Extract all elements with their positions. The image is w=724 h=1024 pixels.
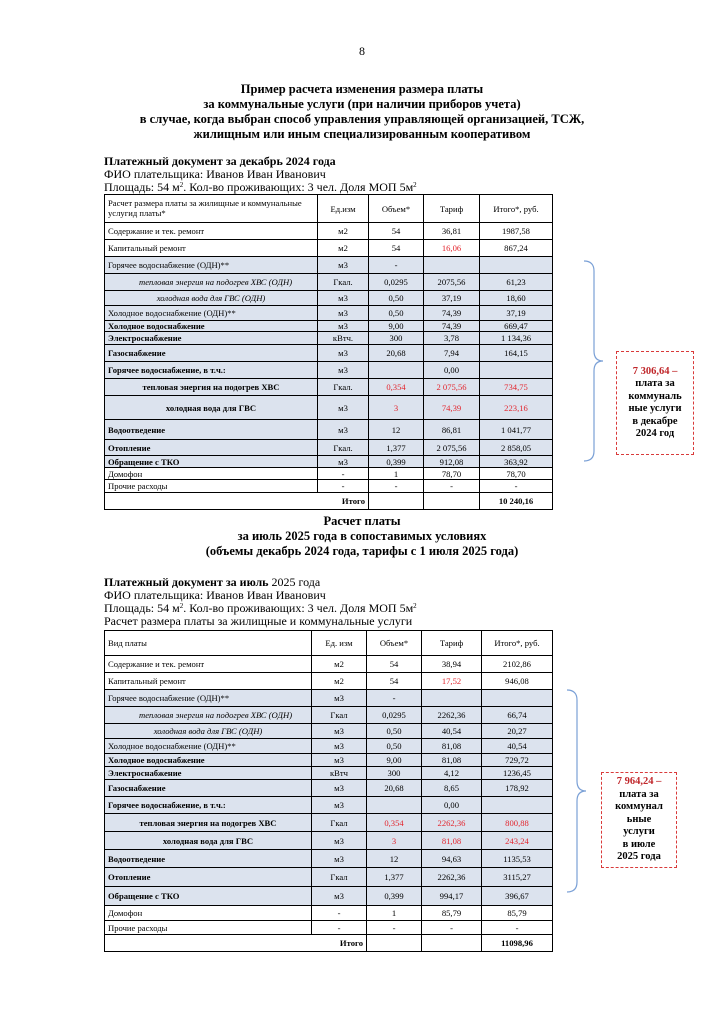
row-total: -	[480, 480, 553, 493]
row-volume: 12	[367, 850, 422, 868]
row-tariff: 912,08	[424, 456, 480, 468]
row-total: 164,15	[480, 345, 553, 362]
table-row	[105, 850, 553, 868]
doc2-table	[104, 630, 553, 952]
column-header: Ед.изм	[318, 195, 369, 223]
row-total	[480, 257, 553, 274]
row-unit: Гкал.	[318, 274, 369, 291]
table-row	[105, 767, 553, 780]
table-row	[105, 887, 553, 906]
row-total: 85,79	[482, 906, 553, 921]
row-label: Капитальный ремонт	[105, 240, 318, 257]
table-row	[105, 362, 553, 379]
column-header: Итого*, руб.	[480, 195, 553, 223]
row-total: 396,67	[482, 887, 553, 906]
doc1-area: Площадь: 54 $м^2$. Кол-во проживающих: 3 чел. Доля МОП $5м^2$	[104, 180, 417, 194]
row-total: 1236,45	[482, 767, 553, 780]
row-total: 223,16	[480, 396, 553, 420]
table-header-row	[105, 631, 553, 656]
table-row	[105, 906, 553, 921]
row-unit: м3	[312, 739, 367, 754]
row-unit: м3	[312, 850, 367, 868]
row-tariff: 81,08	[422, 739, 482, 754]
row-tariff: 2262,36	[422, 707, 482, 724]
row-tariff: 8,65	[422, 780, 482, 797]
doc1-info	[104, 155, 417, 194]
row-volume: -	[367, 921, 422, 935]
row-volume: 1	[369, 468, 424, 480]
row-unit: м3	[312, 690, 367, 707]
second-heading	[0, 514, 724, 559]
heading2-line-1: Расчет платы	[323, 514, 401, 528]
row-total: 37,19	[480, 306, 553, 321]
row-label: Капитальный ремонт	[105, 673, 312, 690]
table-row	[105, 921, 553, 935]
table-row	[105, 321, 553, 332]
table-row	[105, 456, 553, 468]
row-volume: 3	[367, 832, 422, 850]
doc1-title: Платежный документ за декабрь 2024 года	[104, 154, 336, 168]
row-volume: 3	[369, 396, 424, 420]
row-volume: -	[369, 480, 424, 493]
row-label: холодная вода для ГВС (ОДН)	[105, 291, 318, 306]
row-unit: -	[318, 468, 369, 480]
doc2-subtitle: Расчет размера платы за жилищные и коммунальные услуги	[104, 614, 413, 628]
row-unit: м3	[312, 780, 367, 797]
doc1-callout-amount: 7 306,64 –	[632, 365, 678, 377]
row-label: Водоотведение	[105, 420, 318, 440]
row-label: тепловая энергия на подогрев ХВС	[105, 379, 318, 396]
row-total	[482, 797, 553, 814]
row-tariff: 2075,56	[424, 274, 480, 291]
row-volume: -	[367, 690, 422, 707]
row-volume: 9,00	[367, 754, 422, 767]
doc1-table	[104, 194, 553, 510]
row-tariff: 37,19	[424, 291, 480, 306]
column-header: Итого*, руб.	[482, 631, 553, 656]
row-unit: Гкал	[312, 707, 367, 724]
row-label: холодная вода для ГВС	[105, 396, 318, 420]
row-volume: 0,354	[369, 379, 424, 396]
row-unit: Гкал.	[318, 379, 369, 396]
row-volume: 1,377	[369, 440, 424, 456]
row-tariff: 81,08	[422, 754, 482, 767]
row-tariff: 81,08	[422, 832, 482, 850]
row-unit: м3	[312, 754, 367, 767]
row-total: 40,54	[482, 739, 553, 754]
row-total: 1 041,77	[480, 420, 553, 440]
row-label: Холодное водоснабжение	[105, 321, 318, 332]
row-total: 66,74	[482, 707, 553, 724]
row-tariff: 17,52	[422, 673, 482, 690]
row-label: Содержание и тек. ремонт	[105, 656, 312, 673]
row-total: 178,92	[482, 780, 553, 797]
row-volume: 54	[367, 673, 422, 690]
doc1-payer: ФИО плательщика: Иванов Иван Иванович	[104, 167, 326, 181]
doc2-info	[104, 576, 417, 628]
row-total: 800,88	[482, 814, 553, 832]
row-tariff: 86,81	[424, 420, 480, 440]
row-tariff: 2 075,56	[424, 379, 480, 396]
row-unit: м3	[318, 306, 369, 321]
row-unit: кВтч	[312, 767, 367, 780]
row-tariff: 74,39	[424, 396, 480, 420]
table-row	[105, 291, 553, 306]
row-tariff	[422, 690, 482, 707]
heading-line-3: в случае, когда выбран способ управления управляющей организацией, ТСЖ,	[139, 112, 585, 126]
row-total: 734,75	[480, 379, 553, 396]
row-label: тепловая энергия на подогрев ХВС	[105, 814, 312, 832]
row-unit: м3	[318, 420, 369, 440]
row-unit: м3	[318, 257, 369, 274]
row-volume: 20,68	[367, 780, 422, 797]
table-row	[105, 396, 553, 420]
total-label: Итого	[105, 935, 367, 952]
row-label: Холодное водоснабжение (ОДН)**	[105, 739, 312, 754]
table-row	[105, 345, 553, 362]
heading-line-2: за коммунальные услуги (при наличии приборов учета)	[203, 97, 521, 111]
row-label: Прочие расходы	[105, 921, 312, 935]
row-tariff: 74,39	[424, 321, 480, 332]
doc2-brace	[566, 689, 588, 893]
row-unit: м2	[318, 240, 369, 257]
row-tariff: 16,06	[424, 240, 480, 257]
row-volume: 0,50	[367, 739, 422, 754]
column-header: Объем*	[369, 195, 424, 223]
table-row	[105, 868, 553, 887]
row-label: Домофон	[105, 468, 318, 480]
table-row	[105, 420, 553, 440]
row-tariff: 36,81	[424, 223, 480, 240]
row-total: 1135,53	[482, 850, 553, 868]
table-row	[105, 274, 553, 291]
row-unit: м3	[318, 345, 369, 362]
row-tariff: 2 075,56	[424, 440, 480, 456]
row-total: 1987,58	[480, 223, 553, 240]
table-row	[105, 797, 553, 814]
table-row	[105, 707, 553, 724]
table-row	[105, 480, 553, 493]
total-value: 10 240,16	[480, 493, 553, 510]
row-tariff: -	[424, 480, 480, 493]
column-header: Тариф	[424, 195, 480, 223]
table-row	[105, 468, 553, 480]
main-heading	[0, 82, 724, 142]
row-label: Обращение с ТКО	[105, 456, 318, 468]
row-tariff: 3,78	[424, 332, 480, 345]
doc2-callout-amount: 7 964,24 –	[616, 776, 662, 788]
row-tariff: 74,39	[424, 306, 480, 321]
doc2-payer: ФИО плательщика: Иванов Иван Иванович	[104, 588, 326, 602]
table-row	[105, 739, 553, 754]
row-label: Газоснабжение	[105, 345, 318, 362]
row-volume: 300	[369, 332, 424, 345]
row-unit: -	[318, 480, 369, 493]
column-header: Вид платы	[105, 631, 312, 656]
row-total: 3115,27	[482, 868, 553, 887]
row-volume: 54	[369, 223, 424, 240]
row-volume: 0,0295	[367, 707, 422, 724]
row-volume	[369, 362, 424, 379]
row-volume: 0,0295	[369, 274, 424, 291]
row-unit: кВтч.	[318, 332, 369, 345]
row-volume: 300	[367, 767, 422, 780]
row-unit: м2	[312, 656, 367, 673]
row-label: Отопление	[105, 440, 318, 456]
table-row	[105, 832, 553, 850]
row-label: Газоснабжение	[105, 780, 312, 797]
row-total: 363,92	[480, 456, 553, 468]
row-total: 18,60	[480, 291, 553, 306]
row-label: Отопление	[105, 868, 312, 887]
row-label: холодная вода для ГВС	[105, 832, 312, 850]
row-volume: 20,68	[369, 345, 424, 362]
row-label: Водоотведение	[105, 850, 312, 868]
row-tariff: 4,12	[422, 767, 482, 780]
row-volume	[367, 797, 422, 814]
row-label: Холодное водоснабжение	[105, 754, 312, 767]
row-volume: 0,50	[369, 306, 424, 321]
doc2-area: Площадь: 54 $м^2$. Кол-во проживающих: 3 чел. Доля МОП $5м^2$	[104, 601, 417, 615]
row-volume: 1	[367, 906, 422, 921]
row-label: Горячее водоснабжение (ОДН)**	[105, 257, 318, 274]
table-row	[105, 656, 553, 673]
row-volume: 0,399	[369, 456, 424, 468]
row-label: Горячее водоснабжение (ОДН)**	[105, 690, 312, 707]
row-volume: 54	[369, 240, 424, 257]
doc2-callout: 7 964,24 – плата за коммунал ьные услуги в июле 2025 года	[601, 772, 677, 868]
row-volume: 1,377	[367, 868, 422, 887]
table-row	[105, 440, 553, 456]
row-volume: -	[369, 257, 424, 274]
row-label: Электроснабжение	[105, 767, 312, 780]
row-label: Домофон	[105, 906, 312, 921]
row-total: 243,24	[482, 832, 553, 850]
row-label: Электроснабжение	[105, 332, 318, 345]
row-label: Прочие расходы	[105, 480, 318, 493]
table-row	[105, 379, 553, 396]
row-volume: 12	[369, 420, 424, 440]
row-unit: м3	[312, 724, 367, 739]
row-volume: 0,50	[367, 724, 422, 739]
total-row	[105, 935, 553, 952]
doc2-title: Платежный документ за июль 2025 года	[104, 575, 321, 589]
heading-line-4: жилищным или иным специализированным кооперативом	[193, 127, 531, 141]
row-label: Горячее водоснабжение, в т.ч.:	[105, 797, 312, 814]
row-tariff: 94,63	[422, 850, 482, 868]
row-tariff: 38,94	[422, 656, 482, 673]
row-unit: м3	[318, 456, 369, 468]
row-label: Содержание и тек. ремонт	[105, 223, 318, 240]
total-row	[105, 493, 553, 510]
row-total	[480, 362, 553, 379]
row-total: 20,27	[482, 724, 553, 739]
doc1-callout: 7 306,64 – плата за коммуналь ные услуги в декабре 2024 год	[616, 351, 694, 455]
row-tariff: -	[422, 921, 482, 935]
table-row	[105, 240, 553, 257]
row-tariff	[424, 257, 480, 274]
row-volume: 0,354	[367, 814, 422, 832]
row-label: Горячее водоснабжение, в т.ч.:	[105, 362, 318, 379]
row-label: тепловая энергия на подогрев ХВС (ОДН)	[105, 707, 312, 724]
row-unit: м3	[312, 887, 367, 906]
table-row	[105, 780, 553, 797]
row-unit: м3	[318, 362, 369, 379]
table-header-row	[105, 195, 553, 223]
total-value: 11098,96	[482, 935, 553, 952]
row-total: 946,08	[482, 673, 553, 690]
row-total: 669,47	[480, 321, 553, 332]
heading2-line-2: за июль 2025 года в сопоставимых условиях	[237, 529, 487, 543]
row-label: тепловая энергия на подогрев ХВС (ОДН)	[105, 274, 318, 291]
column-header: Ед. изм	[312, 631, 367, 656]
row-unit: м3	[318, 321, 369, 332]
table-row	[105, 814, 553, 832]
row-volume: 54	[367, 656, 422, 673]
row-tariff: 7,94	[424, 345, 480, 362]
heading-line-1: Пример расчета изменения размера платы	[240, 82, 484, 96]
row-volume: 9,00	[369, 321, 424, 332]
row-volume: 0,399	[367, 887, 422, 906]
row-unit: м2	[312, 673, 367, 690]
table-row	[105, 332, 553, 345]
row-total: 61,23	[480, 274, 553, 291]
row-tariff: 85,79	[422, 906, 482, 921]
row-label: холодная вода для ГВС (ОДН)	[105, 724, 312, 739]
table-row	[105, 690, 553, 707]
column-header: Расчет размера платы за жилищные и коммунальные услугид платы*	[105, 195, 318, 223]
row-unit: Гкал.	[318, 440, 369, 456]
row-unit: м2	[318, 223, 369, 240]
row-total: 2 858,05	[480, 440, 553, 456]
column-header: Объем*	[367, 631, 422, 656]
row-total	[482, 690, 553, 707]
row-label: Обращение с ТКО	[105, 887, 312, 906]
row-tariff: 40,54	[422, 724, 482, 739]
column-header: Тариф	[422, 631, 482, 656]
row-volume: 0,50	[369, 291, 424, 306]
row-unit: м3	[312, 797, 367, 814]
row-unit: Гкал	[312, 814, 367, 832]
row-label: Холодное водоснабжение (ОДН)**	[105, 306, 318, 321]
row-unit: -	[312, 921, 367, 935]
table-row	[105, 223, 553, 240]
row-unit: -	[312, 906, 367, 921]
table-row	[105, 306, 553, 321]
row-tariff: 2262,36	[422, 868, 482, 887]
total-label: Итого	[105, 493, 369, 510]
row-total: 867,24	[480, 240, 553, 257]
row-unit: м3	[318, 291, 369, 306]
row-unit: м3	[312, 832, 367, 850]
heading2-line-3: (объемы декабрь 2024 года, тарифы с 1 июля 2025 года)	[205, 544, 519, 558]
row-tariff: 2262,36	[422, 814, 482, 832]
row-tariff: 0,00	[424, 362, 480, 379]
row-unit: Гкал	[312, 868, 367, 887]
table-row	[105, 673, 553, 690]
row-unit: м3	[318, 396, 369, 420]
table-row	[105, 257, 553, 274]
row-tariff: 994,17	[422, 887, 482, 906]
table-row	[105, 754, 553, 767]
row-total: 78,70	[480, 468, 553, 480]
table-row	[105, 724, 553, 739]
row-total: 1 134,36	[480, 332, 553, 345]
row-tariff: 0,00	[422, 797, 482, 814]
page-number: 8	[359, 44, 365, 58]
row-total: 729,72	[482, 754, 553, 767]
row-total: 2102,86	[482, 656, 553, 673]
row-total: -	[482, 921, 553, 935]
row-tariff: 78,70	[424, 468, 480, 480]
doc1-brace	[583, 260, 605, 462]
